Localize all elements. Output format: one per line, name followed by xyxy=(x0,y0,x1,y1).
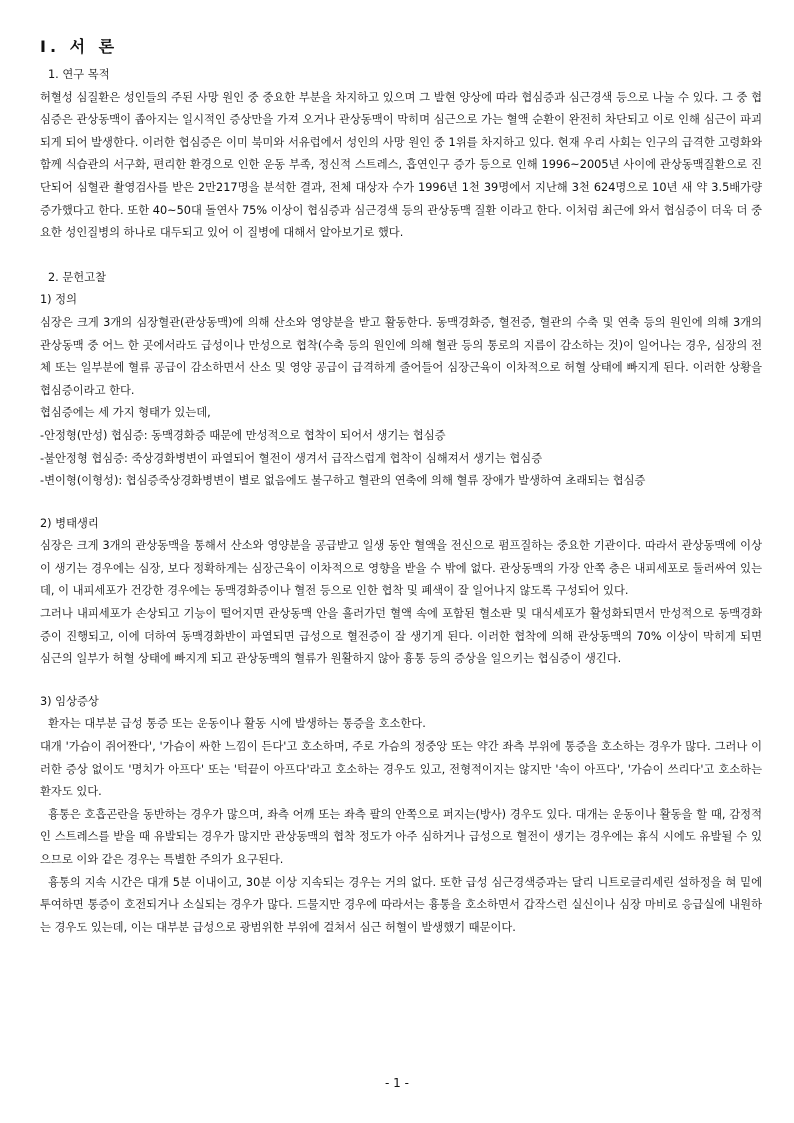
pathophysiology-heading: 2) 병태생리 xyxy=(40,516,99,530)
section-title: Ⅰ. 서 론 xyxy=(40,37,119,56)
clinical-symptoms-paragraph-3: 흉통은 호흡곤란을 동반하는 경우가 많으며, 좌측 어깨 또는 좌측 팔의 안쪽으로 퍼지는(방사) 경우도 있다. 대개는 운동이나 활동을 할 때, 감정적인 스트레스를 받을 때 유발되는 경우가 많지만 관상동맥의 협착 정도가 아주 심하거나 급성으로 혈전이 생기는 경우에는 휴식 시에도 유발될 수 있으므로 이와 같은 경우는 특별한 주의가 요구된다. xyxy=(40,807,762,866)
pathophysiology-paragraph-1: 심장은 크게 3개의 관상동맥을 통해서 산소와 영양분을 공급받고 일생 동안 혈액을 전신으로 펌프질하는 중요한 기관이다. 따라서 관상동맥에 이상이 생기는 경우에는 심장, 보다 정확하게는 심장근육이 이차적으로 영향을 받을 수 밖에 없다. 관상동맥의 가장 안쪽 층은 내피세포로 둘러싸여 있는데, 이 내피세포가 건강한 경우에는 동맥경화증이나 혈전 등으로 인한 협착 및 폐색이 잘 일어나지 않도록 구성되어 있다. xyxy=(40,539,762,598)
definition-heading: 1) 정의 xyxy=(40,293,78,307)
list-item: -변이형(이형성): 협심증죽상경화병변이 별로 없음에도 불구하고 혈관의 연축에 의해 혈류 장애가 발생하여 초래되는 협심증 xyxy=(40,474,646,488)
clinical-symptoms-paragraph-4: 흉통의 지속 시간은 대개 5분 이내이고, 30분 이상 지속되는 경우는 거의 없다. 또한 급성 심근경색증과는 달리 니트로글리세린 설하정을 혀 밑에 투여하면 통증이 호전되거나 소실되는 경우가 많다. 드물지만 경우에 따라서는 흉통을 호소하면서 갑작스런 실신이나 심장 마비로 응급실에 내원하는 경우도 있는데, 이는 대부분 급성으로 광범위한 부위에 걸쳐서 심근 허혈이 발생했기 때문이다. xyxy=(40,875,762,934)
clinical-symptoms-paragraph-2: 대개 '가슴이 쥐어짠다', '가슴이 싸한 느낌이 든다'고 호소하며, 주로 가슴의 정중앙 또는 약간 좌측 부위에 통증을 호소하는 경우가 많다. 그러나 이러한 증상 없이도 '명치가 아프다' 또는 '턱끝이 아프다'라고 호소하는 경우도 있고, 전형적이지는 않지만 '속이 아프다', '가슴이 쓰리다'고 호소하는 환자도 있다. xyxy=(40,740,762,799)
list-item: -불안정형 협심증: 죽상경화병변이 파열되어 혈전이 생겨서 급작스럽게 협착이 심해져서 생기는 협심증 xyxy=(40,451,543,465)
list-item: -안정형(만성) 협심증: 동맥경화증 때문에 만성적으로 협착이 되어서 생기는 협심증 xyxy=(40,428,446,442)
definition-types-intro: 협심증에는 세 가지 형태가 있는데, xyxy=(40,406,211,420)
research-purpose-heading: 1. 연구 목적 xyxy=(48,68,110,81)
document-page xyxy=(40,36,762,939)
literature-review-heading: 2. 문헌고찰 xyxy=(48,270,107,284)
definition-paragraph: 심장은 크게 3개의 심장혈관(관상동맥)에 의해 산소와 영양분을 받고 활동한다. 동맥경화증, 혈전증, 혈관의 수축 및 연축 등의 원인에 의해 3개의 관상동맥 중 어느 한 곳에서라도 급성이나 만성으로 협착(수축 등의 원인에 의해 혈관 등의 통로의 지름이 감소하는 것)이 일어나는 경우, 심장의 전체 또는 일부분에 혈류 공급이 감소하면서 산소 및 영양 공급이 급격하게 줄어들어 심장근육이 이차적으로 허혈 상태에 빠지게 된다. 이러한 상황을 협심증이라고 한다. xyxy=(40,315,762,397)
clinical-symptoms-paragraph-1: 환자는 대부분 급성 통증 또는 운동이나 활동 시에 발생하는 통증을 호소한다. xyxy=(48,717,426,731)
clinical-symptoms-heading: 3) 임상증상 xyxy=(40,694,99,708)
page-number: - 1 - xyxy=(385,1076,409,1090)
pathophysiology-paragraph-2: 그러나 내피세포가 손상되고 기능이 떨어지면 관상동맥 안을 흘러가던 혈액 속에 포함된 혈소판 및 대식세포가 활성화되면서 만성적으로 동맥경화증이 진행되고, 이에 더하여 동맥경화반이 파열되면 급성으로 혈전증이 잘 생기게 된다. 이러한 협착에 의해 관상동맥의 70% 이상이 막히게 되면 심근의 일부가 허혈 상태에 빠지게 되고 관상동맥의 혈류가 원활하지 않아 흉통 등의 증상을 일으키는 협심증이 생긴다. xyxy=(40,607,762,666)
research-purpose-paragraph: 허혈성 심질환은 성인들의 주된 사망 원인 중 중요한 부분을 차지하고 있으며 그 발현 양상에 따라 협심증과 심근경색 등으로 나눌 수 있다. 그 중 협심증은 관상동맥이 좁아지는 일시적인 증상만을 가져 오거나 관상동맥이 막히며 심근으로 가는 혈액 순환이 완전히 차단되고 이로 인해 심근이 파괴되게 되어 발생한다. 이러한 협심증은 이미 북미와 서유럽에서 성인의 사망 원인 중 1위를 차지하고 있다. 현재 우리 사회는 인구의 급격한 고령화와 함께 식습관의 서구화, 편리한 환경으로 인한 운동 부족, 정신적 스트레스, 흡연인구 증가 등으로 인해 1996~2005년 사이에 관상동맥질환으로 진단되어 심혈관 촬영검사를 받은 2만217명을 분석한 결과, 전체 대상자 수가 1996년 1천 39명에서 지난해 3천 624명으로 10년 새 약 3.5배가량 증가했다고 한다. 또한 40~50대 돌연사 75% 이상이 협심증과 심근경색 등의 관상동맥 질환 이라고 한다. 이처럼 최근에 와서 협심증이 더욱 더 중요한 성인질병의 하나로 대두되고 있어 이 질병에 대해서 알아보기로 했다. xyxy=(40,90,762,240)
